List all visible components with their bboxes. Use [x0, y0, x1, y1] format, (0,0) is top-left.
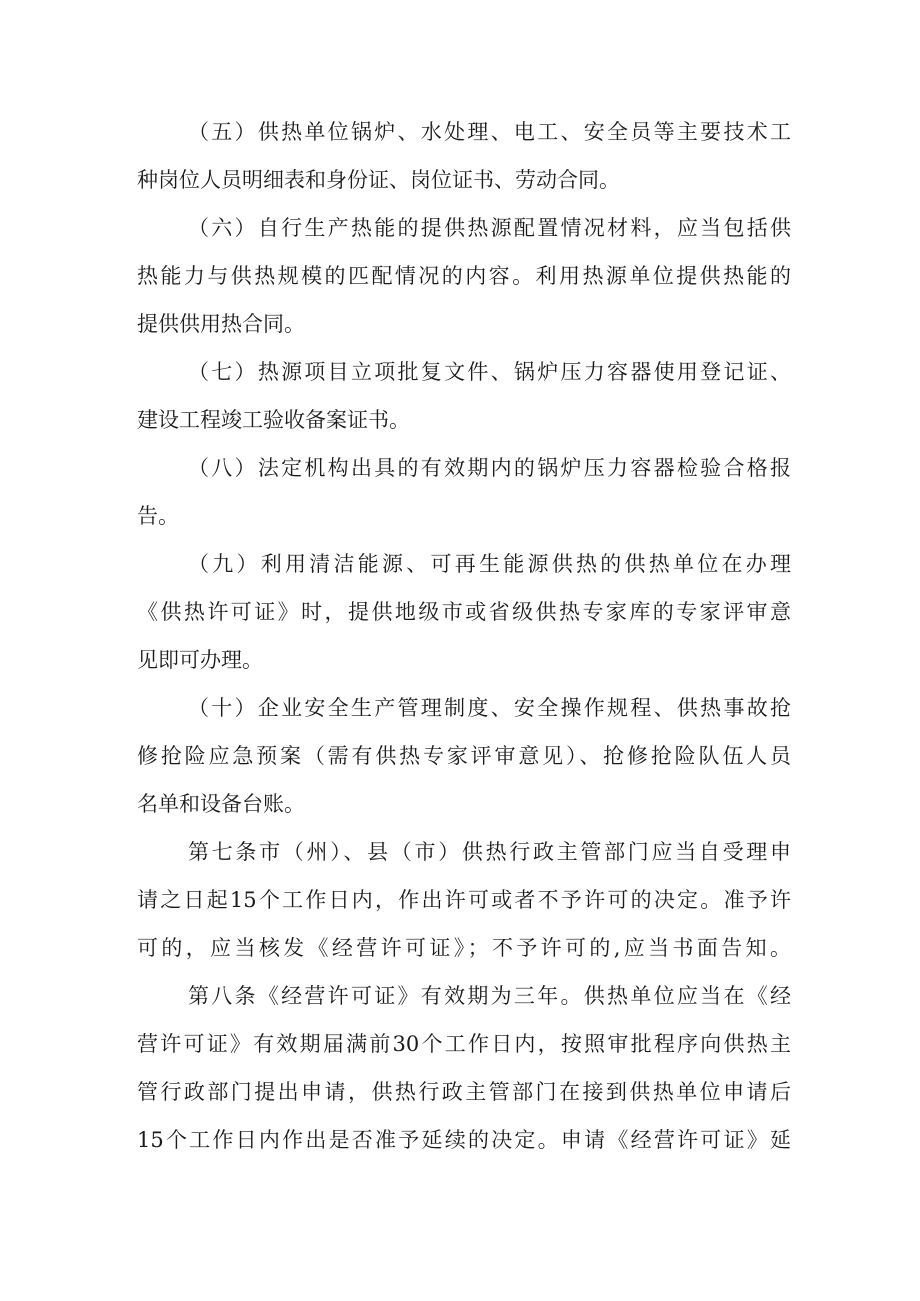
- article-7-line-3: 可的，应当核发《经营许可证》；不予许可的,应当书面告知。: [137, 936, 791, 960]
- paragraph-9-line-2: 《供热许可证》时，提供地级市或省级供热专家库的专家评审意: [137, 600, 791, 624]
- paragraph-9-line-3: 见即可办理。: [137, 648, 263, 672]
- paragraph-6-line-3: 提供供用热合同。: [137, 312, 305, 336]
- article-7-line-1: 第七条市（州）、县（市）供热行政主管部门应当自受理申: [188, 840, 791, 864]
- paragraph-5-line-1: （五）供热单位锅炉、水处理、电工、安全员等主要技术工: [188, 120, 791, 144]
- paragraph-6-line-1: （六）自行生产热能的提供热源配置情况材料，应当包括供: [188, 216, 791, 240]
- article-8-line-3: 管行政部门提出申请，供热行政主管部门在接到供热单位申请后: [137, 1080, 791, 1104]
- paragraph-9-line-1: （九）利用清洁能源、可再生能源供热的供热单位在办理: [188, 552, 791, 576]
- paragraph-7-line-2: 建设工程竣工验收备案证书。: [137, 408, 410, 432]
- paragraph-10-line-2: 修抢险应急预案（需有供热专家评审意见）、抢修抢险队伍人员: [137, 744, 791, 768]
- paragraph-10-line-3: 名单和设备台账。: [137, 792, 305, 816]
- paragraph-10-line-1: （十）企业安全生产管理制度、安全操作规程、供热事故抢: [188, 696, 791, 720]
- article-7-line-2: 请之日起15个工作日内，作出许可或者不予许可的决定。准予许: [137, 888, 791, 912]
- paragraph-5-line-2: 种岗位人员明细表和身份证、岗位证书、劳动合同。: [137, 168, 620, 192]
- paragraph-7-line-1: （七）热源项目立项批复文件、锅炉压力容器使用登记证、: [188, 360, 791, 384]
- paragraph-6-line-2: 热能力与供热规模的匹配情况的内容。利用热源单位提供热能的: [137, 264, 791, 288]
- paragraph-8-line-1: （八）法定机构出具的有效期内的锅炉压力容器检验合格报: [188, 456, 791, 480]
- article-8-line-4: 15个工作日内作出是否准予延续的决定。申请《经营许可证》延: [137, 1128, 791, 1152]
- article-8-line-2: 营许可证》有效期届满前30个工作日内，按照审批程序向供热主: [137, 1032, 791, 1056]
- paragraph-8-line-2: 告。: [137, 504, 179, 528]
- article-8-line-1: 第八条《经营许可证》有效期为三年。供热单位应当在《经: [188, 984, 791, 1008]
